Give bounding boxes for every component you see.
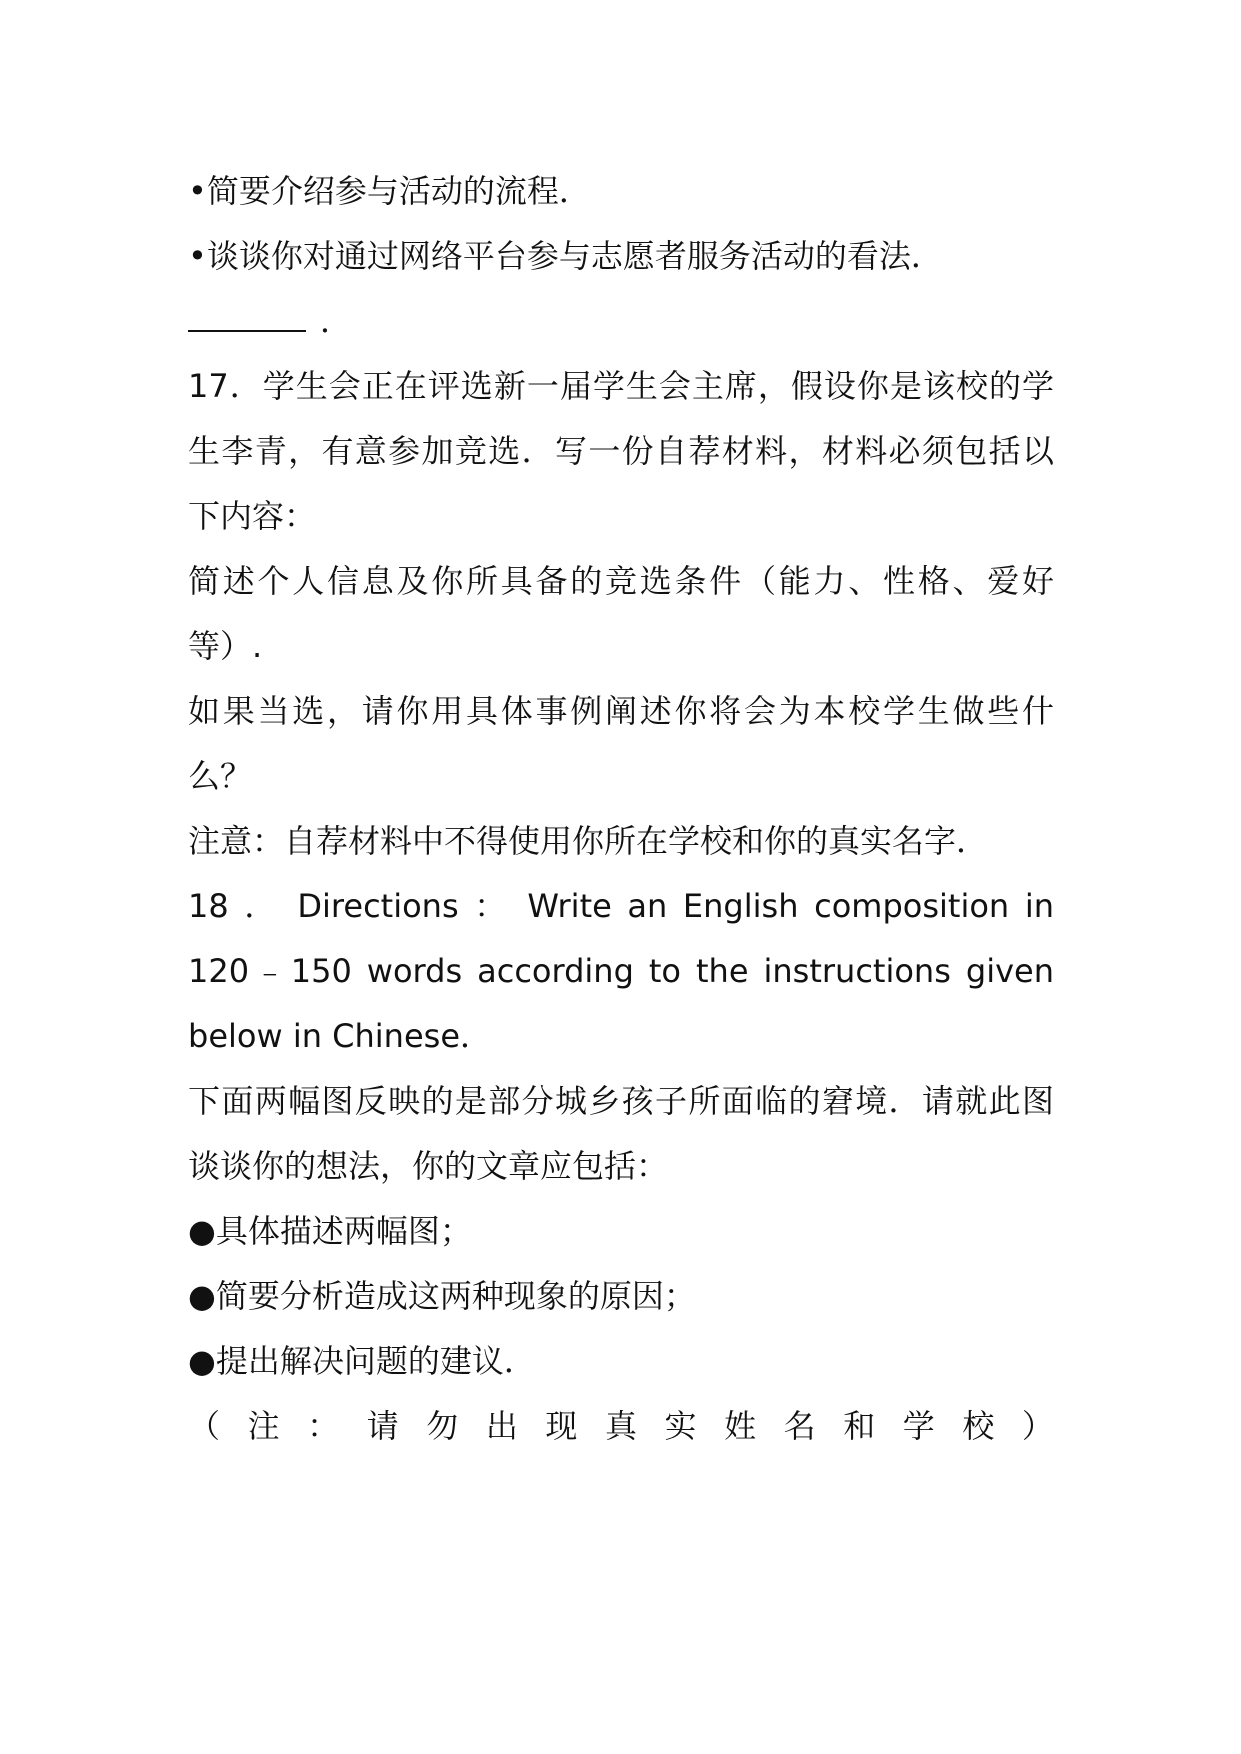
q18-line-2: 120﹣150 words according to the instructions given bbox=[188, 952, 1054, 990]
note-char: （ bbox=[188, 1407, 221, 1445]
q16-answer-line bbox=[188, 289, 1054, 354]
q18-bullet-describe: ●具体描述两幅图； bbox=[188, 1212, 472, 1250]
q18-line-1: 18 ． Directions ： Write an English composition in bbox=[188, 887, 1054, 925]
q17-line-6: 如果当选，请你用具体事例阐述你将会为本校学生做些什 bbox=[188, 692, 1054, 730]
q18-line-4: 下面两幅图反映的是部分城乡孩子所面临的窘境．请就此图 bbox=[188, 1082, 1054, 1120]
note-char: 名 bbox=[783, 1407, 816, 1445]
q18-line-3: below in Chinese． bbox=[188, 1017, 493, 1055]
note-char: 现 bbox=[545, 1407, 578, 1445]
q17-line-7: 么？ bbox=[188, 757, 253, 795]
q18-line-5: 谈谈你的想法，你的文章应包括： bbox=[188, 1147, 669, 1185]
q16-bullet-process: •简要介绍参与活动的流程． bbox=[188, 172, 591, 210]
note-char: ： bbox=[307, 1407, 340, 1445]
q17-line-4: 简述个人信息及你所具备的竞选条件（能力、性格、爱好 bbox=[188, 562, 1054, 600]
note-char: 真 bbox=[604, 1407, 637, 1445]
note-char: 校 bbox=[962, 1407, 995, 1445]
q18-note bbox=[188, 1394, 1054, 1459]
note-char: 请 bbox=[366, 1407, 399, 1445]
note-char: 学 bbox=[902, 1407, 935, 1445]
note-char: 勿 bbox=[426, 1407, 459, 1445]
note-char: 注 bbox=[247, 1407, 280, 1445]
q17-line-1: 17．学生会正在评选新一届学生会主席，假设你是该校的学 bbox=[188, 367, 1054, 405]
answer-blank-tail: ． bbox=[320, 302, 353, 340]
q17-note: 注意：自荐材料中不得使用你所在学校和你的真实名字． bbox=[188, 822, 989, 860]
q17-line-5: 等）. bbox=[188, 627, 263, 665]
note-char: ） bbox=[1021, 1407, 1054, 1445]
q17-line-3: 下内容： bbox=[188, 497, 317, 535]
note-char: 实 bbox=[664, 1407, 697, 1445]
note-char: 姓 bbox=[724, 1407, 757, 1445]
document-content bbox=[188, 159, 1054, 1459]
q16-bullet-opinion: •谈谈你对通过网络平台参与志愿者服务活动的看法． bbox=[188, 237, 943, 275]
q17-line-2: 生李青，有意参加竞选．写一份自荐材料，材料必须包括以 bbox=[188, 432, 1054, 470]
answer-blank bbox=[188, 290, 306, 332]
q18-bullet-analyze: ●简要分析造成这两种现象的原因； bbox=[188, 1277, 696, 1315]
q18-bullet-suggest: ●提出解决问题的建议． bbox=[188, 1342, 536, 1380]
note-char: 出 bbox=[485, 1407, 518, 1445]
note-char: 和 bbox=[843, 1407, 876, 1445]
